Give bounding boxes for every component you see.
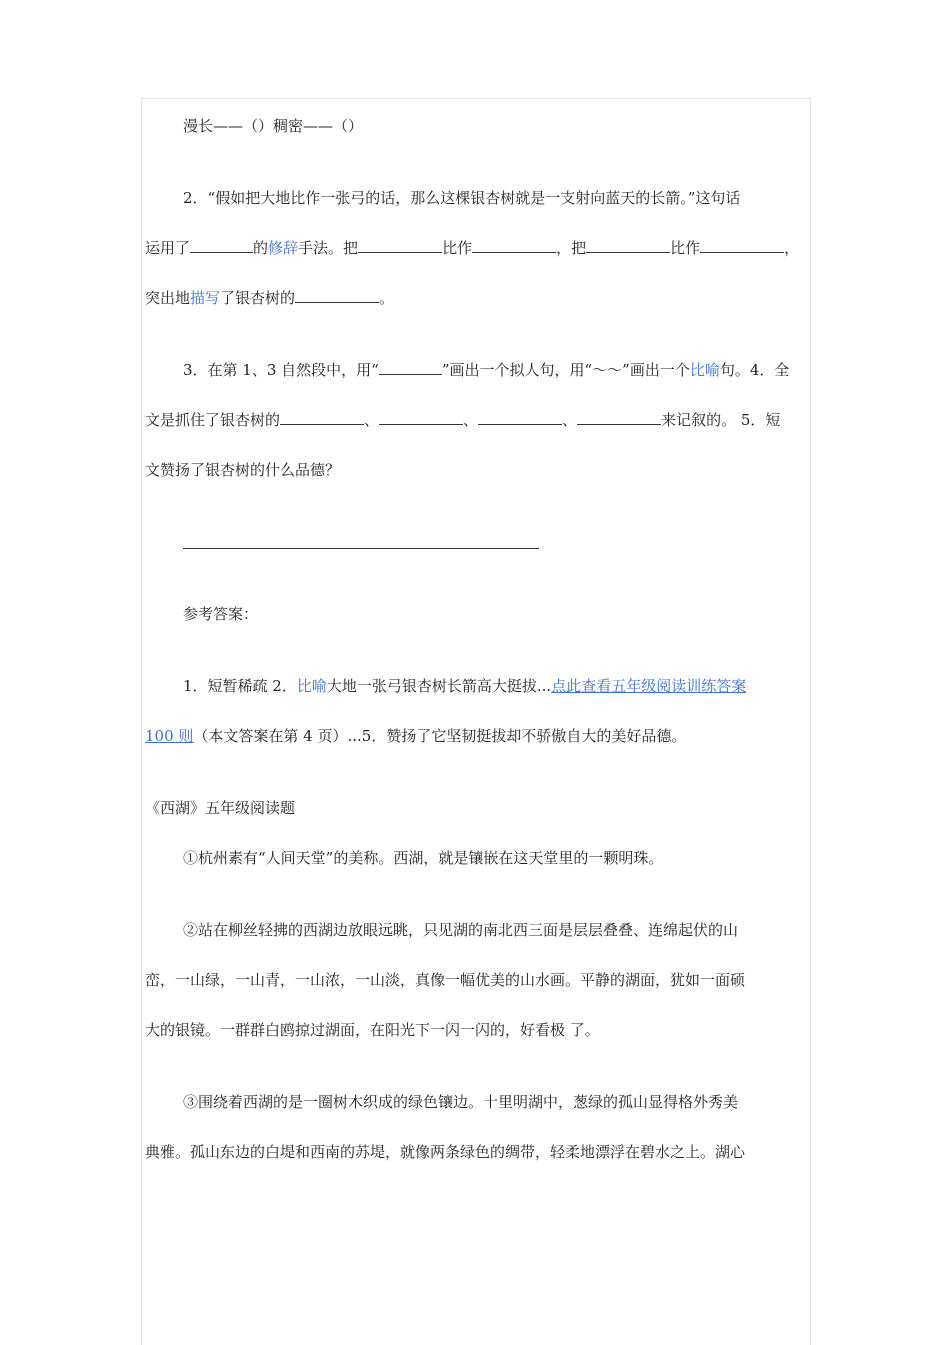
text: 句。4．全 [719,361,790,379]
text: 、 [364,411,380,429]
q2-line-1: 2．“假如把大地比作一张弓的话，那么这棵银杏树就是一支射向蓝天的长箭。”这句话 [183,189,741,207]
fill-blank[interactable] [379,359,442,375]
q3-line-1 [183,358,789,382]
xihu-title: 《西湖》五年级阅读题 [145,799,296,817]
text: 、 [463,411,479,429]
answer-link[interactable]: 点此查看五年级阅读训练答案 [551,677,747,695]
fill-blank[interactable] [478,409,562,425]
text: 1．短暂稀疏 2． [183,677,297,695]
text: 运用了 [145,239,191,257]
text: ，把 [556,239,587,257]
fill-blank[interactable] [700,237,784,253]
keyword-link[interactable]: 修辞 [268,239,299,257]
text: 手法。把 [298,239,359,257]
xihu-p1: ①杭州素有“人间天堂”的美称。西湖，就是镶嵌在这天堂里的一颗明珠。 [183,849,664,867]
xihu-p2-line-1: ②站在柳丝轻拂的西湖边放眼远眺，只见湖的南北西三面是层层叠叠、连绵起伏的山 [183,921,739,939]
answer-title: 参考答案： [183,605,259,623]
text: ， [784,239,800,257]
fill-blank[interactable] [358,237,442,253]
text: 文是抓住了银杏树的 [145,411,281,429]
q2-line-2 [145,236,799,260]
answer-line[interactable] [183,532,539,556]
text: 比作 [442,239,473,257]
keyword-link[interactable]: 比喻 [296,677,327,695]
fill-blank[interactable] [379,409,463,425]
xihu-p2-line-3: 大的银镜。一群群白鸥掠过湖面，在阳光下一闪一闪的，好看极 了。 [145,1021,600,1039]
text: 3．在第 1、3 自然段中，用“ [183,361,379,379]
fill-blank[interactable] [577,409,661,425]
fill-blank[interactable] [295,287,379,303]
answer-link-continued[interactable]: 100 则 [145,727,194,745]
q3-line-3: 文赞扬了银杏树的什么品德？ [145,461,341,479]
q3-line-2 [145,408,780,432]
fill-blank[interactable] [472,237,556,253]
xihu-p2-line-2: 峦，一山绿，一山青，一山浓，一山淡，真像一幅优美的山水画。平静的湖面，犹如一面硕 [145,971,746,989]
answer-line-2 [145,724,686,748]
text: ”画出一个拟人句，用“～～”画出一个 [441,361,690,379]
text: 了银杏树的 [220,289,296,307]
text: 突出地 [145,289,191,307]
keyword-link[interactable]: 描写 [190,289,221,307]
answer-blank[interactable] [183,533,539,549]
keyword-link[interactable]: 比喻 [689,361,720,379]
fill-blank[interactable] [190,237,253,253]
text: 、 [562,411,578,429]
text: （本文答案在第 4 页）...5．赞扬了它坚韧挺拔却不骄傲自大的美好品德。 [193,727,687,745]
text: 大地一张弓银杏树长箭高大挺拔... [326,677,552,695]
xihu-p3-line-1: ③围绕着西湖的是一圈树木织成的绿色镶边。十里明湖中，葱绿的孤山显得格外秀美 [183,1093,739,1111]
text: 比作 [670,239,701,257]
fill-blank[interactable] [586,237,670,253]
q1-tail-line: 漫长——（）稠密——（） [183,117,364,135]
answer-line-1 [183,674,746,698]
text: 来记叙的。 5．短 [661,411,781,429]
fill-blank[interactable] [280,409,364,425]
q2-line-3 [145,286,394,310]
text: 的 [253,239,269,257]
text: 。 [379,289,395,307]
xihu-p3-line-2: 典雅。孤山东边的白堤和西南的苏堤，就像两条绿色的绸带，轻柔地漂浮在碧水之上。湖心 [145,1143,746,1161]
